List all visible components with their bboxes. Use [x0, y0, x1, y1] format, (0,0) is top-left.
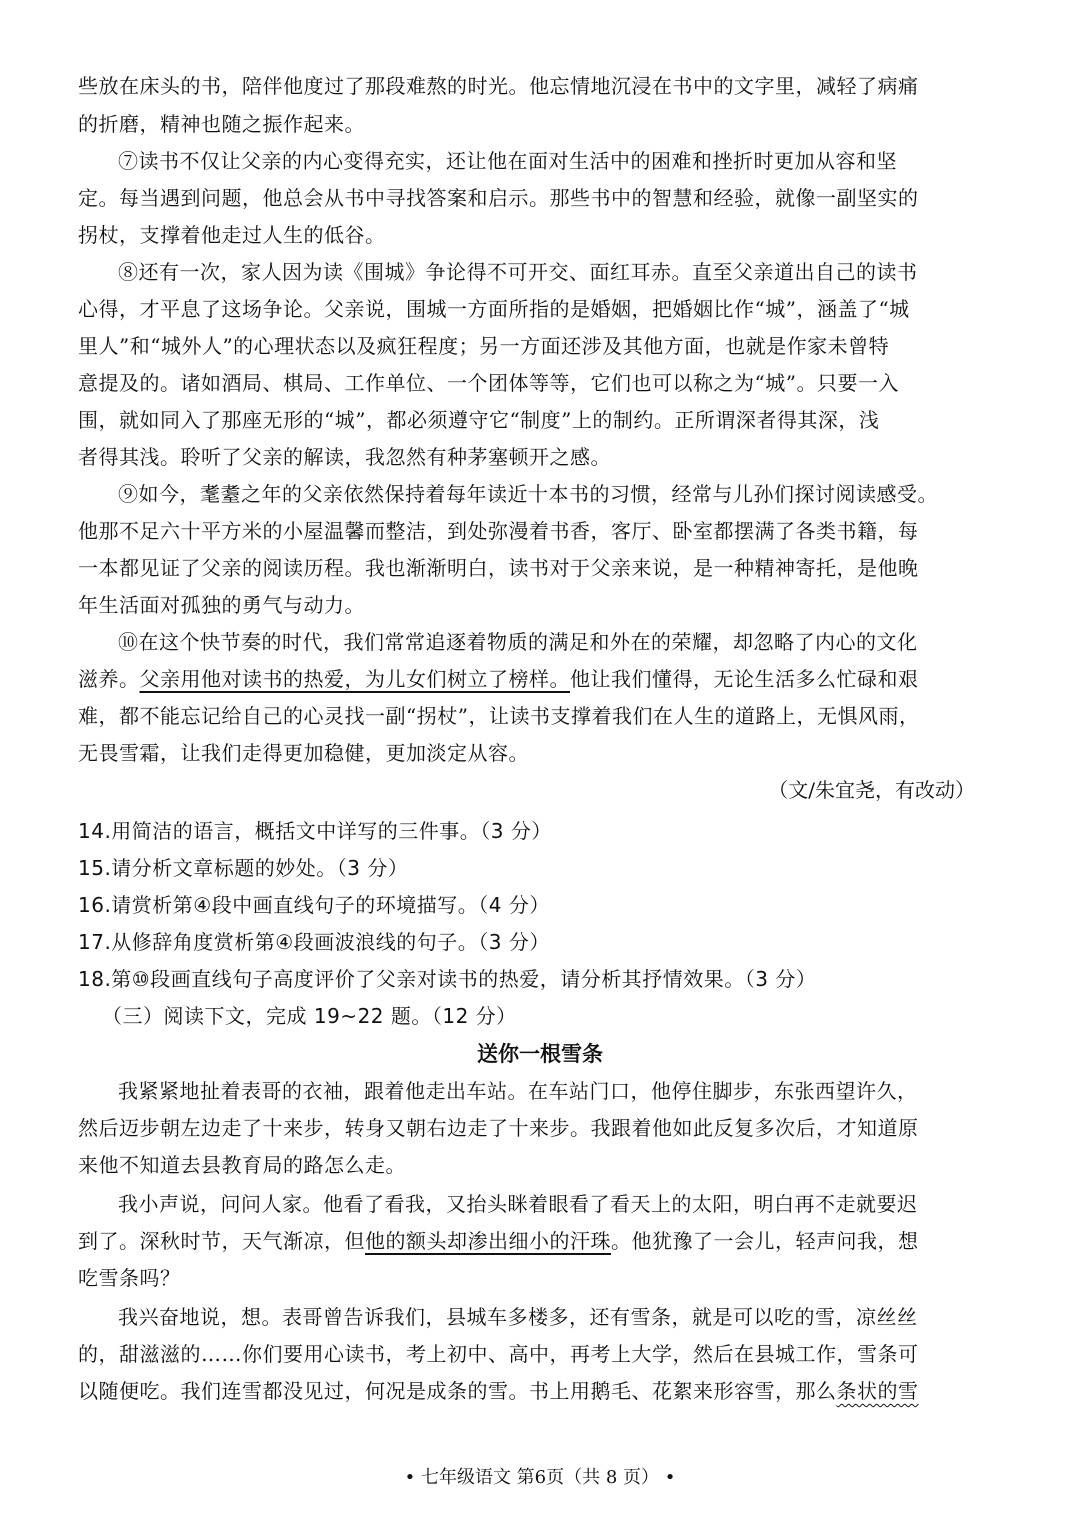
section-heading: （三）阅读下文，完成 19~22 题。（12 分）	[102, 1004, 517, 1028]
paragraph-line: 意提及的。诸如酒局、棋局、工作单位、一个团体等等，它们也可以称之为“城”。只要一入	[78, 371, 899, 395]
paragraph-line: ⑧还有一次，家人因为读《围城》争论得不可开交、面红耳赤。直至父亲道出自己的读书	[118, 260, 918, 284]
paragraph-line: 他那不足六十平方米的小屋温馨而整洁，到处弥漫着书香，客厅、卧室都摆满了各类书籍，每	[78, 519, 919, 543]
paragraph-line: 里人”和“城外人”的心理状态以及疯狂程度；另一方面还涉及其他方面，也就是作家未曾特	[78, 334, 890, 358]
page-footer: • 七年级语文 第6页（共 8 页） •	[404, 1467, 676, 1488]
question-16: 16.请赏析第④段中画直线句子的环境描写。（4 分）	[78, 893, 550, 917]
paragraph-line: ⑦读书不仅让父亲的内心变得充实，还让他在面对生活中的困难和挫折时更加从容和坚	[118, 149, 897, 173]
paragraph-line: 年生活面对孤独的勇气与动力。	[78, 593, 365, 617]
paragraph-line: ⑨如今，耄耋之年的父亲依然保持着每年读近十本书的习惯，经常与儿孙们探讨阅读感受。	[118, 482, 938, 506]
paragraph-line	[78, 1223, 1008, 1259]
question-15: 15.请分析文章标题的妙处。（3 分）	[78, 856, 409, 880]
paragraph-line: 拐杖，支撑着他走过人生的低谷。	[78, 223, 386, 247]
underlined-sentence: 他的额头却渗出细小的汗珠	[365, 1229, 611, 1253]
paragraph-line: ⑩在这个快节奏的时代，我们常常追逐着物质的满足和外在的荣耀，却忽略了内心的文化	[118, 630, 918, 654]
paragraph-line: 些放在床头的书，陪伴他度过了那段难熬的时光。他忘情地沉浸在书中的文字里，减轻了病痛	[78, 74, 919, 98]
question-14: 14.用简洁的语言，概括文中详写的三件事。（3 分）	[78, 819, 552, 843]
underlined-sentence: 父亲用他对读书的热爱，为儿女们树立了榜样。	[139, 667, 570, 691]
text-span: 。他犹豫了一会儿，轻声问我，想	[611, 1229, 919, 1253]
paragraph-line: 无畏雪霜，让我们走得更加稳健，更加淡定从容。	[78, 741, 529, 765]
paragraph-line: 的，甜滋滋的……你们要用心读书，考上初中、高中，再考上大学，然后在县城工作，雪条可	[78, 1342, 919, 1366]
paragraph-line	[78, 661, 1008, 697]
paragraph-line: 来他不知道去县教育局的路怎么走。	[78, 1153, 406, 1177]
paragraph-line: 我小声说，问问人家。他看了看我，又抬头眯着眼看了看天上的太阳，明白再不走就要迟	[118, 1192, 918, 1216]
paragraph-line: 定。每当遇到问题，他总会从书中寻找答案和启示。那些书中的智慧和经验，就像一副坚实的	[78, 186, 919, 210]
passage-title: 送你一根雪条	[477, 1042, 603, 1066]
text-span: 到了。深秋时节，天气渐凉，但	[78, 1229, 365, 1253]
paragraph-line: 我兴奋地说，想。表哥曾告诉我们，县城车多楼多，还有雪条，就是可以吃的雪，凉丝丝	[118, 1305, 918, 1329]
paragraph-line: 一本都见证了父亲的阅读历程。我也渐渐明白，读书对于父亲来说，是一种精神寄托，是他晚	[78, 556, 919, 580]
paragraph-line: 然后迈步朝左边走了十来步，转身又朝右边走了十来步。我跟着他如此反复多次后，才知道原	[78, 1116, 919, 1140]
text-span: 他让我们懂得，无论生活多么忙碌和艰	[570, 667, 919, 691]
paragraph-line: 心得，才平息了这场争论。父亲说，围城一方面所指的是婚姻，把婚姻比作“城”，涵盖了“城	[78, 297, 910, 321]
paragraph-line: 我紧紧地扯着表哥的衣袖，跟着他走出车站。在车站门口，他停住脚步，东张西望许久，	[118, 1079, 918, 1103]
paragraph-line: 者得其浅。聆听了父亲的解读，我忽然有种茅塞顿开之感。	[78, 445, 611, 469]
text-span: 滋养。	[78, 667, 140, 691]
text-span: 以随便吃。我们连雪都没见过，何况是成条的雪。书上用鹅毛、花絮来形容雪，那么	[78, 1379, 837, 1403]
paragraph-line: 吃雪条吗？	[78, 1266, 181, 1290]
question-18: 18.第⑩段画直线句子高度评价了父亲对读书的热爱，请分析其抒情效果。（3 分）	[78, 967, 817, 991]
paragraph-line: 的折磨，精神也随之振作起来。	[78, 112, 365, 136]
source-attribution: （文/朱宜尧，有改动）	[768, 778, 975, 802]
wavy-underlined-phrase: 条状的雪	[836, 1379, 919, 1403]
question-17: 17.从修辞角度赏析第④段画波浪线的句子。（3 分）	[78, 930, 550, 954]
paragraph-line: 围，就如同入了那座无形的“城”，都必须遵守它“制度”上的制约。正所谓深者得其深，浅	[78, 408, 880, 432]
paragraph-line	[78, 1373, 1008, 1409]
paragraph-line: 难，都不能忘记给自己的心灵找一副“拐杖”，让读书支撑着我们在人生的道路上，无惧风雨，	[78, 704, 920, 728]
